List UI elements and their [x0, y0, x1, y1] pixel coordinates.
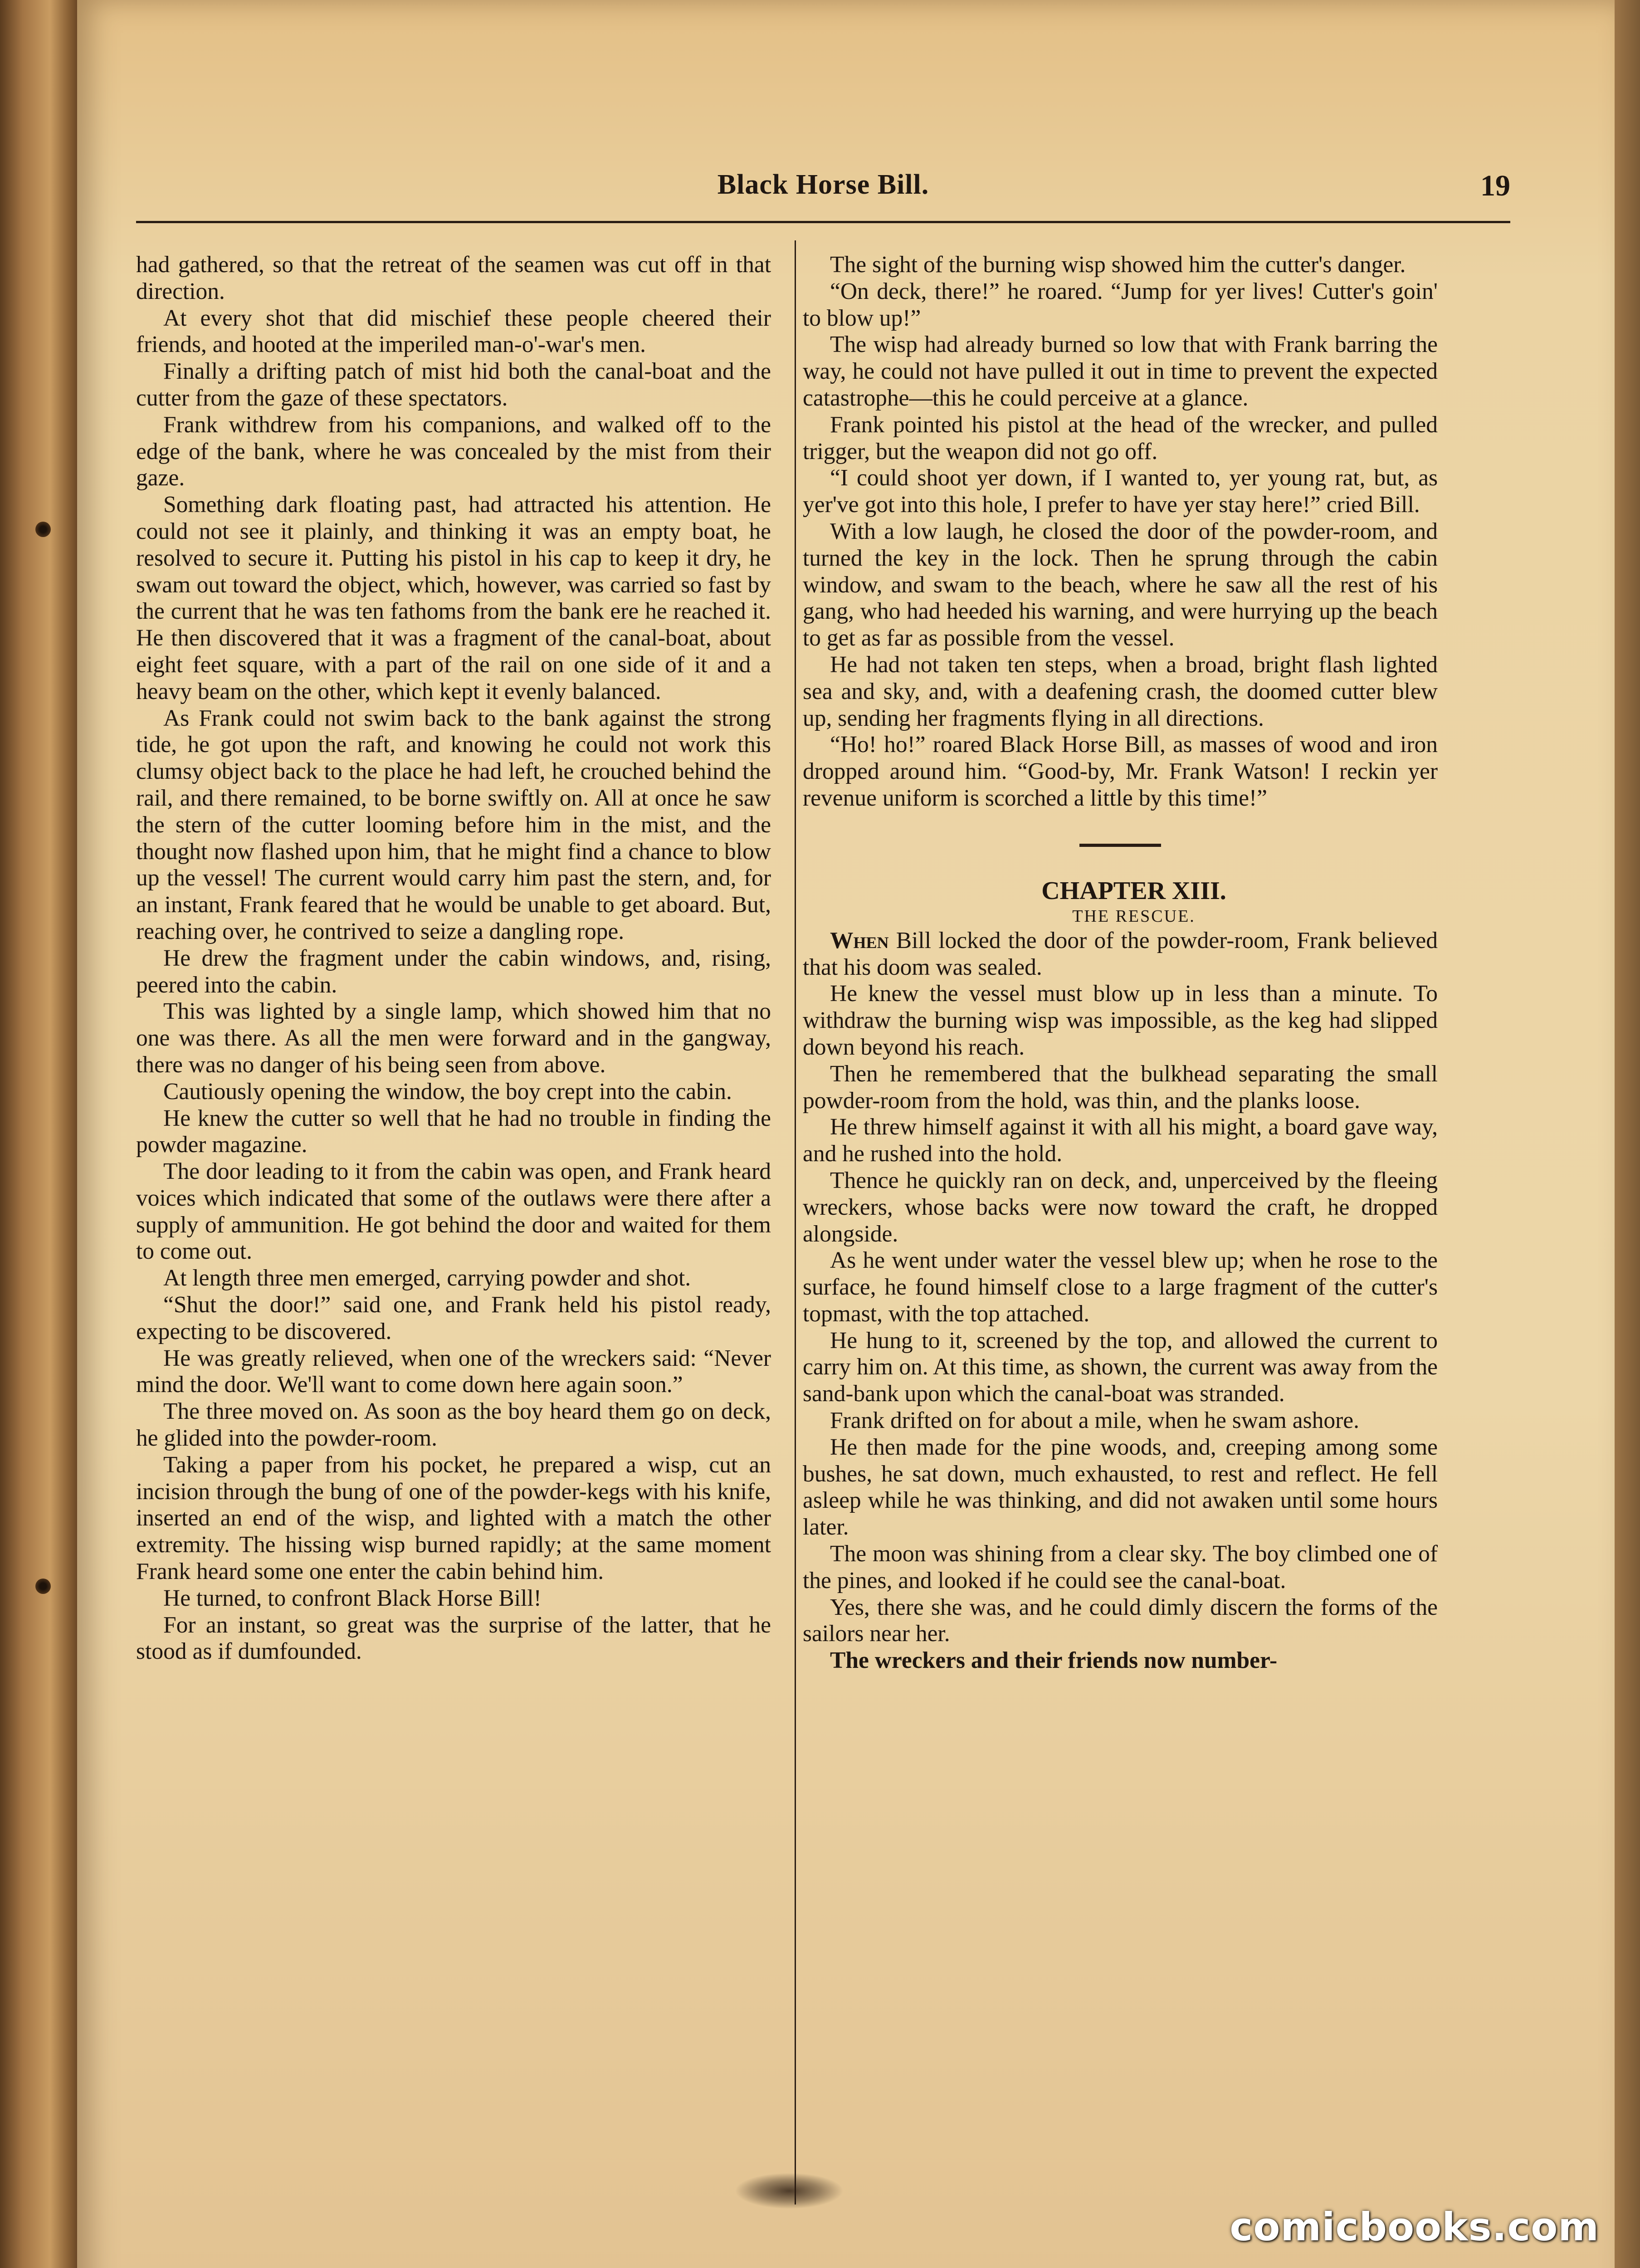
- right-column: [803, 252, 1438, 1674]
- paragraph: The wisp had already burned so low that with Frank barring the way, he could not have pulled it out in time to prevent the expected catastrophe—this he could perceive at a glance.: [803, 332, 1438, 411]
- paragraph: Cautiously opening the window, the boy crept into the cabin.: [163, 1078, 732, 1105]
- chapter-opening-text: Bill locked the door of the powder-room, Frank believed that his doom was sealed.: [803, 927, 1438, 980]
- left-column: [136, 252, 771, 1665]
- binding-hole: [35, 1579, 51, 1594]
- paragraph: Frank pointed his pistol at the head of the wrecker, and pulled trigger, but the weapon did not go off.: [803, 411, 1438, 464]
- paragraph: He turned, to confront Black Horse Bill!: [163, 1585, 542, 1611]
- paragraph: “Ho! ho!” roared Black Horse Bill, as masses of wood and iron dropped around him. “Good-by, Mr. Frank Watson! I reckin yer revenue uniform is scorched a little by this time!”: [803, 732, 1438, 811]
- binding-hole: [35, 522, 51, 537]
- paragraph: He threw himself against it with all his might, a board gave way, and he rushed into the hold.: [803, 1114, 1438, 1167]
- paragraph: Taking a paper from his pocket, he prepared a wisp, cut an incision through the bung of one of the powder-kegs with his knife, inserted an end of the wisp, and lighted with a match the other extremity. The hissing wisp burned rapidly; at the same moment Frank heard some one enter the cabin behind him.: [136, 1452, 771, 1585]
- paragraph: For an instant, so great was the surprise of the latter, that he stood as if dumfounded.: [136, 1612, 771, 1665]
- page-number: 19: [1480, 169, 1510, 202]
- paragraph: “On deck, there!” he roared. “Jump for yer lives! Cutter's goin' to blow up!”: [803, 278, 1438, 331]
- paragraph: The three moved on. As soon as the boy heard them go on deck, he glided into the powder-room.: [136, 1398, 771, 1452]
- chapter-opening-paragraph: [803, 928, 1438, 981]
- running-title: Black Horse Bill.: [717, 169, 929, 200]
- paragraph: “I could shoot yer down, if I wanted to, yer young rat, but, as yer've got into this hole, I prefer to have yer stay here!” cried Bill.: [803, 465, 1438, 518]
- paragraph: Something dark floating past, had attracted his attention. He could not see it plainly, and thinking it was an empty boat, he resolved to secure it. Putting his pistol in his cap to keep it dry, he swam out toward the object, which, however, was carried so fast by the current that he was ten fathoms from the bank ere he reached it. He then discovered that it was a fragment of the canal-boat, about eight feet square, with a part of the rail on one side of it and a heavy beam on the other, which kept it evenly balanced.: [136, 492, 771, 704]
- paragraph: He was greatly relieved, when one of the wreckers said: “Never mind the door. We'll want to come down here again soon.”: [136, 1345, 771, 1398]
- section-rule: [1079, 844, 1161, 847]
- paragraph: At length three men emerged, carrying powder and shot.: [163, 1265, 691, 1291]
- paragraph: He drew the fragment under the cabin windows, and, rising, peered into the cabin.: [136, 945, 771, 998]
- running-head: [136, 169, 1510, 219]
- paragraph: Frank withdrew from his companions, and walked off to the edge of the bank, where he was concealed by the mist from their gaze.: [136, 411, 771, 491]
- paragraph: With a low laugh, he closed the door of the powder-room, and turned the key in the lock. Then he sprung through the cabin window, and swam to the beach, where he saw all the rest of his gang, who had heeded his warning, and were hurrying up the beach to get as far as possible from the vessel.: [803, 518, 1438, 651]
- paragraph: Yes, there she was, and he could dimly discern the forms of the sailors near her.: [803, 1594, 1438, 1647]
- chapter-subtitle: THE RESCUE.: [1072, 906, 1196, 926]
- ink-stain: [735, 2173, 844, 2209]
- paragraph: Then he remembered that the bulkhead separating the small powder-room from the hold, was thin, and the planks loose.: [803, 1061, 1438, 1114]
- chapter-heading: CHAPTER XIII.: [1041, 876, 1226, 905]
- column-divider: [795, 240, 796, 2204]
- paragraph: “Shut the door!” said one, and Frank held his pistol ready, expecting to be discovered.: [136, 1292, 771, 1344]
- paragraph: Finally a drifting patch of mist hid both the canal-boat and the cutter from the gaze of these spectators.: [136, 358, 771, 411]
- paragraph: As he went under water the vessel blew up; when he rose to the surface, he found himself close to a large fragment of the cutter's topmast, with the top attached.: [803, 1247, 1438, 1327]
- chapter-lead-word: When: [830, 927, 889, 953]
- paragraph: He knew the vessel must blow up in less than a minute. To withdraw the burning wisp was impossible, as the keg had slipped down beyond his reach.: [803, 981, 1438, 1060]
- paragraph: He then made for the pine woods, and, creeping among some bushes, he sat down, much exhausted, to rest and reflect. He fell asleep while he was thinking, and did not awaken until some hours later.: [803, 1434, 1438, 1540]
- paragraph: had gathered, so that the retreat of the seamen was cut off in that direction.: [136, 252, 771, 304]
- header-rule: [136, 221, 1510, 223]
- paragraph: As Frank could not swim back to the bank against the strong tide, he got upon the raft, and knowing he could not work this clumsy object back to the place he had left, he crouched behind the rail, and there remained, to be borne swiftly on. All at once he saw the stern of the cutter looming before him in the mist, and the thought now flashed upon him, that he might find a chance to blow up the vessel! The current would carry him past the stern, and, for an instant, Frank feared that he would be unable to get aboard. But, reaching over, he contrived to seize a dangling rope.: [136, 705, 771, 944]
- paragraph: The sight of the burning wisp showed him the cutter's danger.: [830, 252, 1406, 278]
- paragraph: Thence he quickly ran on deck, and, unperceived by the fleeing wreckers, whose backs were now toward the craft, he dropped alongside.: [803, 1167, 1438, 1247]
- paragraph: The moon was shining from a clear sky. The boy climbed one of the pines, and looked if he could see the canal-boat.: [803, 1541, 1438, 1593]
- paragraph: Frank drifted on for about a mile, when he swam ashore.: [830, 1408, 1359, 1434]
- book-gutter: [0, 0, 77, 2268]
- paragraph: The door leading to it from the cabin was open, and Frank heard voices which indicated that some of the outlaws were there after a supply of ammunition. He got behind the door and waited for them to come out.: [136, 1158, 771, 1265]
- paragraph: The wreckers and their friends now number-: [830, 1647, 1278, 1674]
- paragraph: He hung to it, screened by the top, and allowed the current to carry him on. At this time, as shown, the current was away from the sand-bank upon which the canal-boat was stranded.: [803, 1327, 1438, 1407]
- paragraph: This was lighted by a single lamp, which showed him that no one was there. As all the men were forward and in the gangway, there was no danger of his being seen from above.: [136, 998, 771, 1078]
- paragraph: He knew the cutter so well that he had no trouble in finding the powder magazine.: [136, 1105, 771, 1158]
- paragraph: At every shot that did mischief these people cheered their friends, and hooted at the imperiled man-o'-war's men.: [136, 305, 771, 358]
- paragraph: He had not taken ten steps, when a broad, bright flash lighted sea and sky, and, with a deafening crash, the doomed cutter blew up, sending her fragments flying in all directions.: [803, 651, 1438, 731]
- watermark: comicbooks.com: [1230, 2204, 1599, 2250]
